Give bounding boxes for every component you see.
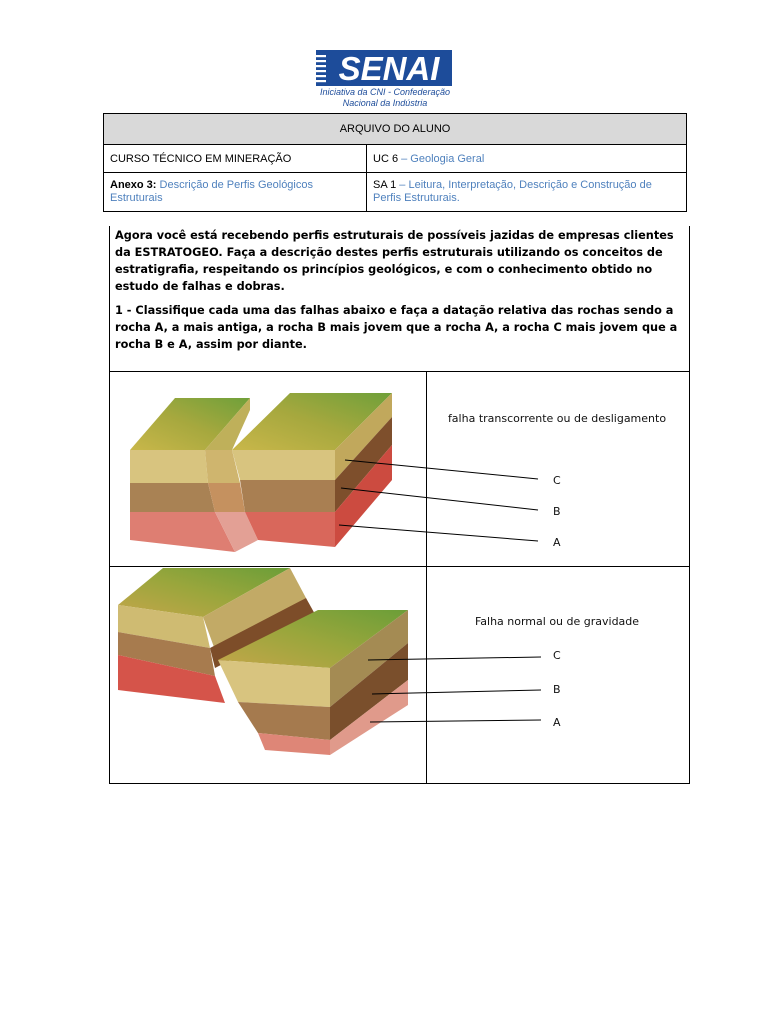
uc-cell: UC 6 – Geologia Geral xyxy=(367,145,687,173)
logo-tagline: Iniciativa da CNI - Confederação Nacional da Indústria xyxy=(319,87,451,108)
label-c: C xyxy=(553,649,561,662)
annex-cell: Anexo 3: Descrição de Perfis Geológicos Estruturais xyxy=(104,173,367,212)
document-title: ARQUIVO DO ALUNO xyxy=(104,114,687,145)
sa-cell: SA 1 – Leitura, Interpretação, Descrição e Construção de Perfis Estruturais. xyxy=(367,173,687,212)
label-b: B xyxy=(553,683,561,696)
question-paragraph: 1 - Classifique cada uma das falhas abaixo e faça a datação relativa das rochas sendo a rocha A, a mais antiga, a rocha B mais jovem que a rocha A, a rocha C mais jovem que a rocha B e A, assim por diante. xyxy=(115,304,678,351)
intro-paragraph: Agora você está recebendo perfis estruturais de possíveis jazidas de empresas clientes da ESTRATOGEO. Faça a descrição destes perfis estruturais utilizando os conceitos de estratigrafia, respeitando os princípios geológicos, e com o conhecimento obtido no estudo de falhas e dobras. xyxy=(115,229,674,293)
label-a: A xyxy=(553,716,561,729)
course-name: CURSO TÉCNICO EM MINERAÇÃO xyxy=(104,145,367,173)
answer-fault-1: falha transcorrente ou de desligamento xyxy=(447,412,667,425)
answer-fault-2: Falha normal ou de gravidade xyxy=(474,615,640,628)
label-a: A xyxy=(553,536,561,549)
normal-fault-diagram xyxy=(118,568,541,755)
label-c: C xyxy=(553,474,561,487)
label-b: B xyxy=(553,505,561,518)
logo-brand: SENAI xyxy=(338,50,440,86)
